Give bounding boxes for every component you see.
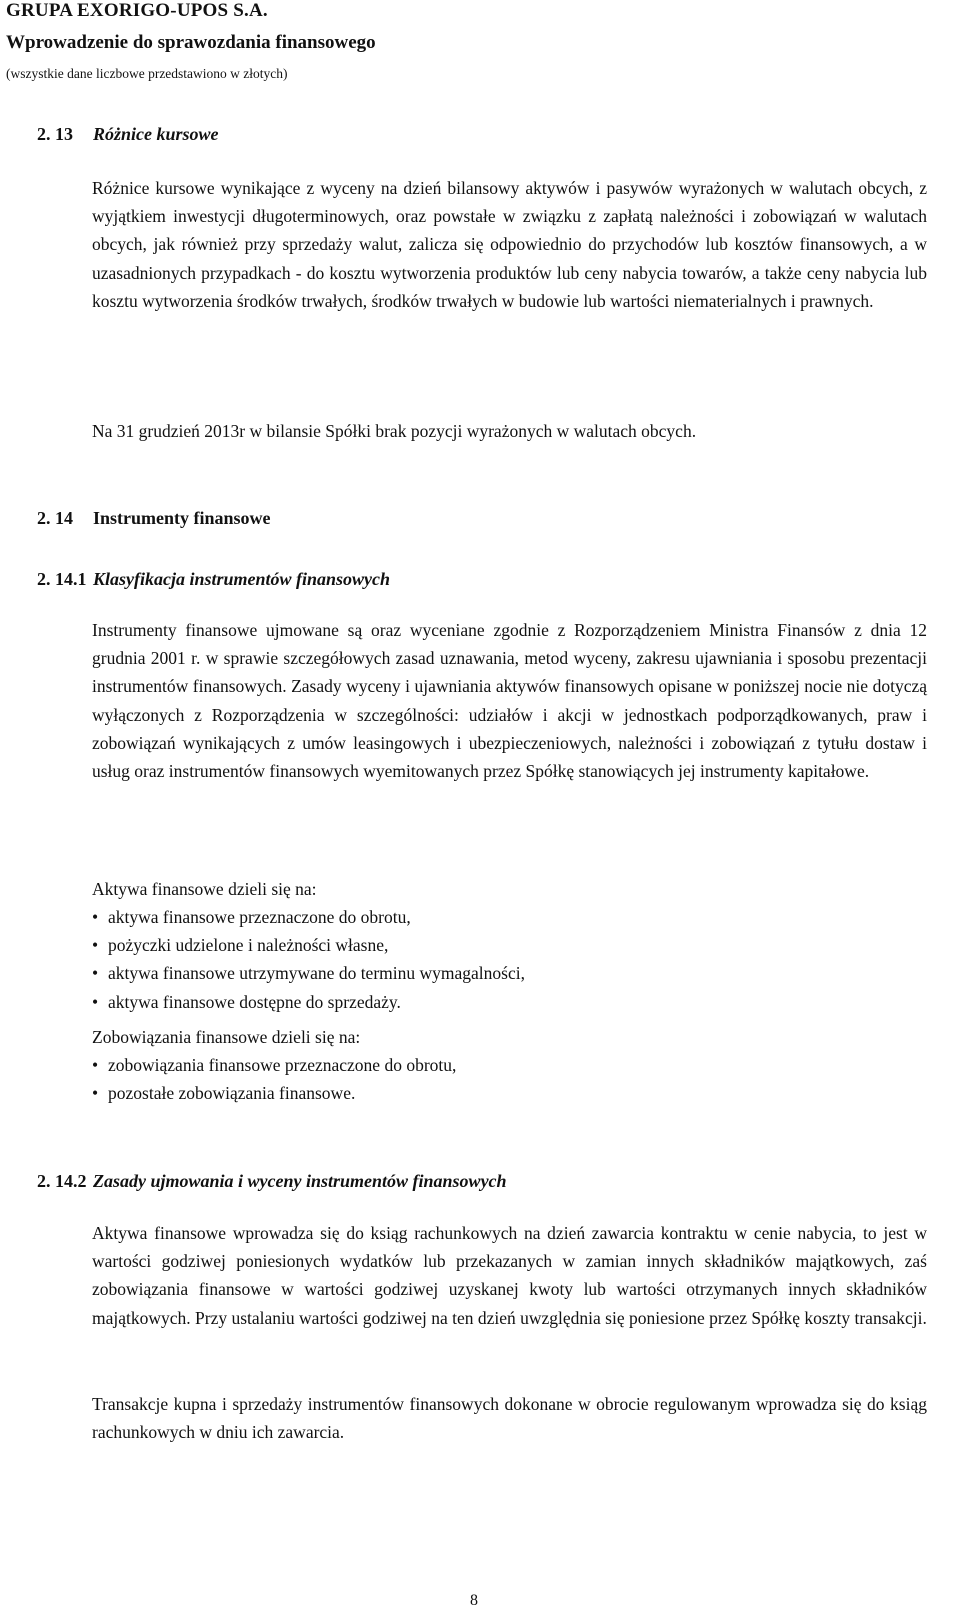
liabilities-list bbox=[92, 1051, 456, 1107]
section-number: 2. 14.2 bbox=[37, 1171, 87, 1191]
section-2-14-1-heading bbox=[37, 569, 390, 590]
bullet-icon: • bbox=[92, 907, 99, 927]
section-title: Instrumenty finansowe bbox=[93, 508, 271, 528]
section-title: Klasyfikacja instrumentów finansowych bbox=[93, 569, 391, 589]
list-item-text: aktywa finansowe dostępne do sprzedaży. bbox=[108, 991, 401, 1012]
list-item bbox=[92, 959, 525, 987]
list-item-text: aktywa finansowe przeznaczone do obrotu, bbox=[108, 907, 411, 927]
list-item-text: zobowiązania finansowe przeznaczone do obrotu, bbox=[108, 1055, 457, 1075]
list-item bbox=[92, 988, 525, 1016]
page-number: 8 bbox=[470, 1592, 478, 1609]
section-number: 2. 13 bbox=[37, 124, 73, 144]
assets-intro: Aktywa finansowe dzieli się na: bbox=[92, 879, 317, 899]
list-item bbox=[92, 903, 525, 931]
bullet-icon: • bbox=[92, 1055, 99, 1075]
section-title: Zasady ujmowania i wyceny instrumentów finansowych bbox=[93, 1171, 507, 1191]
section-2-14-2-paragraph-1: Aktywa finansowe wprowadza się do ksiąg rachunkowych na dzień zawarcia kontraktu w cenie nabycia, to jest w wartości godziwej poniesionych wydatków lub przekazanych w zamian innych składników majątkowych, zaś zobowiązania finansowe w wartości godziwej uzyskanej kwoty lub wartości otrzymanych innych składników majątkowych. Przy ustalaniu wartości godziwej na ten dzień uwzględnia się poniesione przez Spółkę koszty transakcji. bbox=[92, 1223, 927, 1328]
section-title: Różnice kursowe bbox=[93, 124, 219, 144]
currency-note: (wszystkie dane liczbowe przedstawiono w złotych) bbox=[6, 66, 288, 81]
company-name: GRUPA EXORIGO-UPOS S.A. bbox=[6, 0, 268, 21]
section-2-13-paragraph-2: Na 31 grudzień 2013r w bilansie Spółki brak pozycji wyrażonych w walutach obcych. bbox=[92, 421, 697, 441]
bullet-icon: • bbox=[92, 963, 99, 984]
section-2-13-paragraph-1: Różnice kursowe wynikające z wyceny na dzień bilansowy aktywów i pasywów wyrażonych w walutach obcych, z wyjątkiem inwestycji długoterminowych, oraz powstałe w związku z zapłatą należności i zobowiązań w walutach obcych, jak również przy sprzedaży walut, zalicza się odpowiednio do przychodów lub kosztów finansowych, a w uzasadnionych przypadkach - do kosztu wytworzenia produktów lub ceny nabycia towarów, a także ceny nabycia lub kosztu wytworzenia środków trwałych, środków trwałych w budowie lub wartości niematerialnych i prawnych. bbox=[92, 178, 927, 311]
list-item bbox=[92, 1079, 456, 1107]
bullet-icon: • bbox=[92, 991, 99, 1012]
list-item-text: aktywa finansowe utrzymywane do terminu wymagalności, bbox=[108, 963, 525, 984]
bullet-icon: • bbox=[92, 1083, 99, 1104]
section-2-14-1-paragraph-1: Instrumenty finansowe ujmowane są oraz wyceniane zgodnie z Rozporządzeniem Ministra Finansów z dnia 12 grudnia 2001 r. w sprawie szczegółowych zasad uznawania, metod wyceny, zakresu ujawniania i sposobu prezentacji instrumentów finansowych. Zasady wyceny i ujawniania aktywów finansowych opisane w poniższej nocie nie dotyczą wyłączonych z Rozporządzenia w szczególności: udziałów i akcji w jednostkach podporządkowanych, praw i zobowiązań wynikających z umów leasingowych i ubezpieczeniowych, należności i zobowiązań z tytułu dostaw i usług oraz instrumentów finansowych wyemitowanych przez Spółkę stanowiących jej instrumenty kapitałowe. bbox=[92, 620, 927, 782]
section-2-14-2-heading bbox=[37, 1171, 507, 1192]
liabilities-intro: Zobowiązania finansowe dzieli się na: bbox=[92, 1027, 361, 1047]
section-number: 2. 14.1 bbox=[37, 569, 87, 589]
list-item bbox=[92, 931, 525, 959]
bullet-icon: • bbox=[92, 935, 99, 956]
list-item-text: pożyczki udzielone i należności własne, bbox=[108, 935, 389, 956]
assets-list bbox=[92, 903, 525, 1016]
document-title: Wprowadzenie do sprawozdania finansowego bbox=[6, 32, 376, 53]
list-item-text: pozostałe zobowiązania finansowe. bbox=[108, 1083, 356, 1104]
section-2-13-heading bbox=[37, 124, 219, 145]
section-2-14-heading bbox=[37, 508, 271, 529]
section-2-14-2-paragraph-2: Transakcje kupna i sprzedaży instrumentów finansowych dokonane w obrocie regulowanym wprowadza się do ksiąg rachunkowych w dniu ich zawarcia. bbox=[92, 1394, 927, 1443]
list-item bbox=[92, 1051, 456, 1079]
section-number: 2. 14 bbox=[37, 508, 73, 528]
